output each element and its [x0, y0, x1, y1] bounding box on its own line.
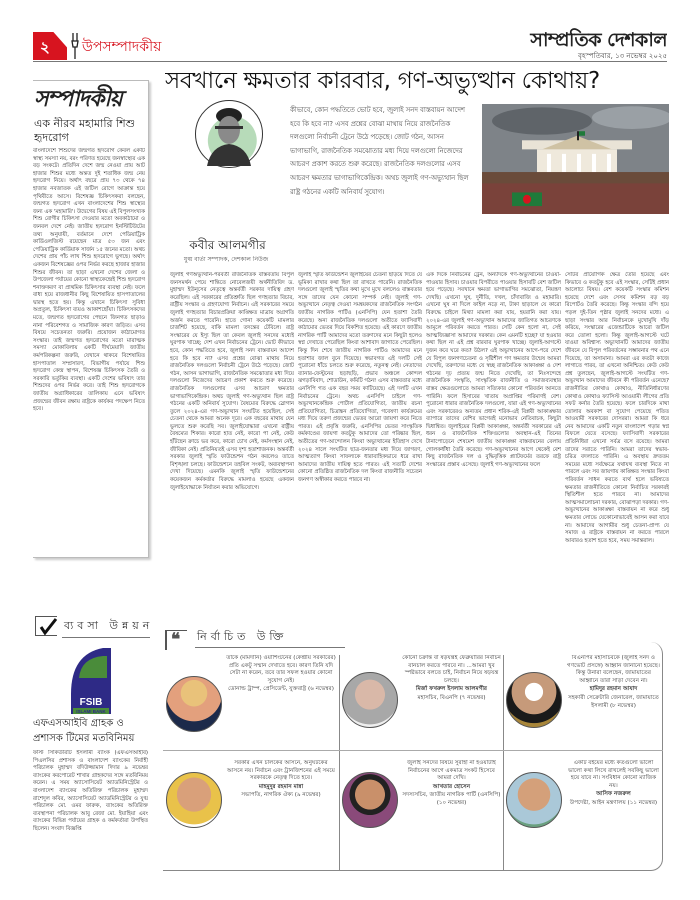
quote-photo-4 [166, 772, 222, 828]
dateline: বৃহস্পতিবার, ১৩ নভেম্বর ২০২৫ [577, 52, 667, 60]
quote-speaker: আখতার হোসেন [432, 783, 471, 790]
quote-text: একটি বইয়ের মধ্যে কতগুলো ভালো ভালো কথা লিখে রাখলেই সবকিছু ভালো হয়ে যাবে না। সংবিধান কোনো ম্যাজিক নয়। [568, 760, 659, 789]
quote-text: সরকার এখন চালকের আসনে, অনুঘটকের আসনে নয়। নির্বাচন এবং ট্রানজিশনের এই সময়ে সরকারকে নেতৃত্ব দিতে হবে। [227, 760, 335, 782]
newspaper-masthead: সাম্প্রতিক দেশকাল [530, 29, 667, 51]
quote-text: জুলাই সনদের বিষয়ে সুরাহা না হওয়াটাই নির্বাচনের আগে একমাত্র সংকট হিসেবে আমরা দেখি। [407, 760, 496, 782]
editorial-logo: সম্পাদকীয় [34, 86, 122, 112]
quote-photo-3 [506, 672, 562, 728]
quote-5 [402, 760, 501, 866]
editorial-title: এক নীরব মহামারি শিশু হৃদরোগ [34, 117, 136, 144]
quote-role: মহাসচিব, বিএনপি (৭ নভেম্বর) [417, 694, 486, 701]
quote-text: তাকে (মামদানি) ওয়াশিংটনের (কেন্দ্রীয় সরকারের) প্রতি একটু সম্মান দেখাতে হবে। কারণ তিনি যদি সেটা না করেন, তবে তার সফল হওয়ার কোনো সুযোগ নেই। [226, 655, 336, 684]
quotes-column-divider [339, 655, 340, 870]
crowd-at-building-illustration [482, 104, 669, 214]
quote-role: সহকারী সেক্রেটারি জেনারেল, জামায়াতে ইসলামী (৮ নভেম্বর) [568, 694, 659, 709]
header-divider [33, 61, 667, 62]
quote-mark-icon: ❝ [171, 630, 181, 650]
quote-photo-6 [506, 772, 562, 828]
page-number-tab [33, 32, 67, 60]
quote-4 [226, 760, 336, 866]
quote-attribution: ডোনাল্ড ট্রাম্প, প্রেসিডেন্ট, যুক্তরাষ্ট্র (৬ নভেম্বর) [228, 686, 334, 693]
article-photo [482, 104, 669, 214]
business-section-label: ব্যবসা উন্নয়ন [64, 619, 154, 632]
quote-text: কোনো চক্রান্ত বা ষড়যন্ত্রই ফেব্রুয়ারির নির্বাচন বানচাল করতে পারবে না। ...আমরা খুব স্পষ্টভাবে বলতে চাই, নির্বাচন নিয়ে ষড়যন্ত্র চলছে। [402, 655, 501, 684]
checkmark-icon [35, 616, 57, 636]
fsib-logo-subtext: ISLAMI BANK [76, 709, 106, 714]
quotes-row-divider [163, 750, 663, 751]
quote-role: উপদেষ্টা, আইন মন্ত্রণালয় (১১ নভেম্বর) [569, 799, 658, 806]
author-portrait [205, 108, 253, 166]
quote-speaker: মাহমুদুর রহমান মান্না [258, 783, 304, 790]
quote-2 [402, 655, 501, 747]
page-number: ২ [40, 38, 50, 56]
business-news-title: এফএসআইবি গ্রাহক ও প্রশাসক টিমের মতবিনিময় [33, 718, 135, 744]
fsib-logo-text: FSIB [79, 697, 103, 708]
quote-1 [226, 655, 336, 747]
business-news-body: ফার্স্ট সিকিউরিটি ইসলামী ব্যাংক (এফএসআইবি) পিএলসির প্রশাসক ও বাংলাদেশ ব্যাংকের নির্বাহী পরিচালক মুহাম্মদ বদিউজ্জামান দিদার ৯ নভেম্বর ব্যাংকের করপোরেট শাখার গ্রাহকদের সঙ্গে মতবিনিময় করেন। এ সময় অ্যাসোসিয়েট অ্যাডমিনিস্ট্রেটর ও বাংলাদেশ ব্যাংকের অতিরিক্ত পরিচালক মুহাম্মদ রাশেদুল কবির, অ্যাসোসিয়েট অ্যাডমিনিস্ট্রেটর ও যুগ্ম পরিচালক মো. ওমর ফারুক, ব্যাংকের অতিরিক্ত ব্যবস্থাপনা পরিচালক আবু রেজা মো. ইয়াহিয়া এবং ব্যাংকের বিভিন্ন পর্যায়ের গ্রাহক ও কর্মকর্তারা উপস্থিত ছিলেন। সংবাদ বিজ্ঞপ্তি [33, 750, 148, 832]
quote-photo-1 [166, 676, 222, 732]
quote-photo-5 [342, 772, 398, 828]
author-name: কবীর আলমগীর [189, 238, 266, 252]
section-title: উপসম্পাদকীয় [82, 39, 162, 55]
quote-photo-2 [342, 672, 398, 728]
quote-role: সভাপতি, নাগরিক ঐক্য (৯ নভেম্বর) [241, 792, 321, 799]
quotes-section-label: নির্বাচিত উক্তি [197, 630, 288, 643]
business-divider [62, 637, 150, 638]
pen-nib-icon [70, 33, 80, 59]
quote-role: সদস্যসচিব, জাতীয় নাগরিক পার্টি (এনসিপি) (১০ নভেম্বর) [402, 792, 501, 806]
article-column-2: জুলাই স্মৃতি ফাউন্ডেশন জুলাইয়ের চেতনা ছড়িয়ে দিতে যে ভূমিকা রাখার কথা ছিল তা রাখতে পারেনি। রাজনৈতিক দলগুলো জুলাই স্মৃতির কথা মুখে মুখে বললেও বাস্তবতার সঙ্গে তাদের যেন কোনো সম্পর্ক নেই। জুলাই গণ-অভ্যুত্থানে নেতৃত্ব দেওয়া সমন্বয়কদের রাজনৈতিক সংগঠন জাতীয় নাগরিক পার্টিও (এনসিপি) যেন হতাশা তৈরি করেছে। অন্য রাজনৈতিক দলগুলো অতীতে ফ্যাসিবাদী কাঠামোর ভেতর দিয়ে বিকশিত হয়েছে। এই কারণে জাতীয় নাগরিক পার্টি আমাদের মতো তরুণদের মনে কিছুটা হলেও স্বপ্ন দেখাতে পেরেছিল কিংবা আশাবাদ জাগাতে পেরেছিল। কিন্তু দিন শেষে জাতীয় নাগরিক পার্টিও আমাদের মনে হতাশার জাল বুনে দিয়েছে। স্বভাবগত এই দলটি সেই পুরোনো ধাঁচে চলতে শুরু করেছে, নতুনত্ব নেই। নেতাদের ব্যানার-ফেস্টুনের ছড়াছড়ি, প্রভাব অঞ্চলে কোন্দল ঝগড়াবিবাদ, শোডাউন, কমিটি গঠন! এসব বাস্তবতার মধ্যে এনসিপি গত এক বছর সময় কাটিয়েছে। এই দলটি এখন নির্বাচনের ট্রেনে। অথচ এনসিপি চাইলে গণ-অভ্যুত্থানকেন্দ্রিক পোর্টাল প্রতিযোগিতা, জাতীয় রচনা প্রতিযোগিতা, চিত্রাঙ্কন প্রতিযোগিতা, গবেষণা কার্যক্রমের মধ্য দিয়ে তরুণ প্রজন্মের ভেতর আরো জায়গা করে নিতে পারত। এই প্রবৃত্তি জরুরি, এনসিপির ভেতর সাংস্কৃতিক কর্মকাণ্ডের জায়গা কতটুকু আমাদের তো পরিষ্কার ছিল, অতীতের গণ-আন্দোলন কিংবা অভ্যুত্থানের ইতিহাস দেখে ২০২৪ সালে সংঘটিত ছাত্র-জনতার মধ্য দিয়ে জাগরণ, আত্মত্যাগ কিংবা সাফল্যকে ধারাবাহিকভাবে ধরে রাখা আমাদের জাতীয় দায়িত্ব হতে পারত। এই সত্যটি দেশের কোনো প্রতিষ্ঠিত রাজনৈতিক দল কিংবা রাজনীতি সচেতন জনগণ অস্বীকার করতে পারবে না। [298, 272, 422, 484]
quote-speaker: আসিফ নজরুল [596, 791, 631, 798]
quote-6 [566, 760, 661, 866]
article-column-3: এক দিকে নির্বাচনের ট্রেন, অন্যদিকে গণ-অভ্যুত্থানের চাওয়া-পাওয়ার হিসাব। চাওয়ার বিপরীতে পাওয়ার হিসাবটি বেশ জটিল হয়ে পড়েছে। সবখানে ক্ষমতা ভাগাভাগির সমঝোতা, নিয়ন্ত্রণ দেখছি। এখনো ঘুষ, দুর্নীতি, দখল, চাঁদাবাজি ও মহামারি। এখনো ঘুষ না দিলে ফাইল নড়ে না, টাকা ছাড়ালে যে কারো বিরুদ্ধে চাইলে মিথ্যা মামলা করা যায়, হয়রানি করা যায়। ২০২৪-এর জুলাই গণ-অভ্যুত্থান আমাদের জাতিগত আচরণকে আমূলে পরিবর্তন করতে পারত। সেটি কেন হলো না, সেই আত্মজিজ্ঞাসা আমাদের দরকার। কেন এমনটি হচ্ছে? যা হওয়ার কথা ছিল না এই প্রশ্ন বারবার ঘুরপাক খাচ্ছে। জুলাই-আগস্টে দুজন কবে ঘরে কত? উঠল? এই অভ্যুত্থানের আগে-পরে দেশে যে বিপুল জনগণচেতনা ও সৃষ্টিশীল গণ ক্ষমতার উন্মেষ আমরা দেখেছি, তরুণদের মধ্যে যে স্বচ্ছ রাজনৈতিক আকাঙ্ক্ষা ও দেশ গঠনের দৃঢ় প্রত্যয় জন্ম নিতে দেখেছি, তা নিঃসন্দেহে রাজনৈতিক সংস্কৃতি, সাংস্কৃতিক রাজনীতি ও সমাজব্যবস্থার বাস্তব ক্ষেত্রগুলোতে আমরা সত্যিকার কোনো পরিবর্তন আনতে পারিনি। ফলে হিসাবের খাতায় অপ্রাপ্তির পরিমাণই বেশ। পুরোনো ধারার রাজনৈতিক দলগুলো, যারা এই গণ-অভ্যুত্থানের এবং সরকারেরও অন্যতম প্রধান শরিক-এই বিপ্লবী আকাঙ্ক্ষার ব্যাপারে তাদের বেশির ভাগেরই মনোভাব নেতিবাচক, কিছুটা দ্বিধান্বিত। জুলাইয়ের বিপ্লবী আকাঙ্ক্ষা, অন্তর্বর্তী সরকারের এই ধরন ও রাজনৈতিক শক্তিগুলোর অবস্থান-এই তিনের টানাপোড়েনে শেষমেশ জাতীয় আকাঙ্ক্ষা বাস্তবায়নের বেলায় গোলকধাঁধা তৈরি করেছে। গণ-অভ্যুত্থানের আগে থেকেই বেশ কিছু রাজনৈতিক দল ও বুদ্ধিবৃত্তিক প্ল্যাটফর্মের তরফে রাষ্ট্র সংস্কারের প্রস্তাব এসেছে। জুলাই গণ-অভ্যুত্থানের ফলে [426, 272, 561, 468]
article-column-1: জুলাই গণঅভ্যুত্থান-পরবর্তী রাজনৈতিক বাস্তবতায় বিপুল জনসমর্থন পেয়ে শান্তিতে নোবেলজয়ী অর্থনীতিবিদ ড. মুহাম্মদ ইউনূসের নেতৃত্বে অন্তর্বর্তী সরকার দায়িত্ব গ্রহণ করেছিল। এই সরকারের প্রতিশ্রুতি ছিল গণহত্যার বিচার, রাষ্ট্রীয় সংস্কার ও গ্রহণযোগ্য নির্বাচন। এই সরকারের সময়ে জুলাই গণহত্যার বিচারপ্রক্রিয়া কাঙ্ক্ষিত মাত্রায় অগ্রগতি অর্জন করতে পারেনি। হাতে গোনা কয়েকটি মামলার চার্জশিট হয়েছে, বাকি মামলা তদন্তের টেবিলে। রাষ্ট্র সংস্কারের যে ইস্যু ছিল তা কেবল জুলাই সনদের মধ্যেই ঘুরপাক খাচ্ছে; দেশ এখন নির্বাচনের ট্রেনে। ভোট কীভাবে হবে, কোন পদ্ধতিতে হবে, জুলাই সনদ বাস্তবায়ন আদেশ হবে কি হবে না? এসব প্রশ্নের বোঝা মাথায় নিয়ে রাজনৈতিক দলগুলো নির্বাচনী ট্রেনে উঠে পড়েছে। জোট গঠন, আসন ভাগাভাগি, রাজনৈতিক সমঝোতার মধ্য দিয়ে দলগুলো নিজেদের আচরণ প্রকাশ করতে শুরু করেছে। রাজনৈতিক দলগুলোর এসব আচরণ ক্ষমতার ভাগাভাগিকেন্দ্রিক। অথচ জুলাই গণ-অভ্যুত্থান ছিল রাষ্ট্র গঠনের একটি অনিবার্য সুযোগ। বৈষম্যের বিরুদ্ধে স্লোগান তুলে ২০২৪-এর গণ-অভ্যুত্থান সংঘটিত হয়েছিল, সেই চেতনা থেকে আমরা অনেক দূরে। এক বছরের মাথায় যেন ভুলতে শুরু করেছি সব। জুলাইযোদ্ধারা এখনো রাষ্ট্রীয় বৈষম্যের শিকার। কারো হাত নেই, কারো পা নেই, কেউ হাঁটছেন ক্রাচে ভর করে, কারো চোখ নেই, কর্মসংস্থান নেই, জীবিকা নেই। প্রতিনিয়তই এসব দৃশ্য হতাশাজনক। অন্তর্বর্তী সরকার জুলাই স্মৃতি ফাউন্ডেশন গঠন করলেও তাতে বিশৃঙ্খলা চলছে। ফাউন্ডেশনে তহবিল সংকট, অব্যবস্থাপনা দেখা দিয়েছে। এমনকি জুলাই স্মৃতি ফাউন্ডেশনের কয়েকজন কর্মকর্তার বিরুদ্ধে মামলাও হয়েছে একজন জুলাইযোদ্ধাকে নির্যাতন করার অভিযোগে। [170, 272, 294, 491]
editorial-body: বাংলাদেশে শিশুদের জন্মগত হৃদরোগ কেবল একটি স্বাস্থ্য সমস্যা নয়, বরং পরিণত হয়েছে জনস্বাস্থ্যের এক বড় সংকটে। প্রতিদিন দেশে জন্ম নেওয়া প্রায় আট হাজার শিশুর মধ্যে অন্তত দুই শতাধিক জন্ম নেয় হৃদরোগ নিয়ে। অর্থাৎ বছরে প্রায় ৭৩ থেকে ৭৪ হাজার নবজাতক এই জটিল রোগে আক্রান্ত হয়ে পৃথিবীতে আসে। বিশেষজ্ঞ চিকিৎসকরা বলছেন, জন্মগত হৃদরোগ এখন বাংলাদেশের শিশু স্বাস্থ্যের জন্য এক 'মহামারি'। উদ্বেগের বিষয় এই বিপুলসংখ্যক শিশু রোগীর চিকিৎসা দেওয়ার মতো অবকাঠামো ও জনবল দেশে নেই। জাতীয় হৃদরোগ ইনস্টিটিউটের তথ্য অনুযায়ী, বর্তমানে দেশে পেডিয়াট্রিক কার্ডিওলজিস্ট রয়েছেন মাত্র ৫৩ জন এবং পেডিয়াট্রিক কার্ডিয়াক সার্জন ১৫ জনের মতো। অথচ দেশের প্রায় পাঁচ লাখ শিশু হৃদরোগে ভুগছে। অর্থাৎ একজন বিশেষজ্ঞের ওপর নির্ভর করছে হাজার হাজার শিশুর জীবন। তা ছাড়া এখনো দেশের জেলা ও উপজেলা পর্যায়ের কোনো স্বাস্থ্যকেন্দ্রেই শিশু হৃদরোগ শনাক্তকরণ বা প্রাথমিক চিকিৎসার ব্যবস্থা নেই। ফলে বাধ্য হয়ে রাজধানীর কিছু বিশেষায়িত হাসপাতালের দ্বারস্থ হতে হয়। কিন্তু এখানে চিকিৎসা সুবিধা অপ্রতুল, চিকিৎসা ব্যয়ও আকাশছোঁয়া। চিকিৎসকদের মতে, জন্মগত হৃদরোগের পেছনে জিনগত ছাড়াও নানা পরিবেশগত ও সামাজিক কারণ জড়িত। এসব বিষয়ে সচেতনতা জরুরি। প্রয়োজন কাঠামোগত সংস্কার। তাই জন্মগত হৃদরোগের মতো মারাত্মক সমস্যা মোকাবিলায় একটি দীর্ঘমেয়াদি জাতীয় কর্মপরিকল্পনা জরুরি, যেখানে থাকবে বিশেষায়িত হাসপাতাল সম্প্রসারণ, বিভাগীয় পর্যায়ে শিশু হৃদরোগ কেন্দ্র স্থাপন, বিশেষজ্ঞ চিকিৎসক তৈরি ও সরকারি ভর্তুকির ব্যবস্থা। একটি দেশের ভবিষ্যৎ তার শিশুদের ওপর নির্ভর করে। তাই শিশু হৃদরোগকে জাতীয় অগ্রাধিকারের তালিকায় এনে ভবিষ্যৎ প্রজন্মের জীবন রক্ষায় রাষ্ট্রকে কার্যকর পদক্ষেপ নিতে হবে। [33, 148, 145, 413]
article-lead: কীভাবে, কোন পদ্ধতিতে ভোট হবে, জুলাই সনদ বাস্তবায়ন আদেশ হবে কি হবে না? এসব প্রশ্নের বোঝা মাথায় নিয়ে রাজনৈতিক দলগুলো নির্বাচনী ট্রেনে উঠে পড়েছে। জোট গঠন, আসন ভাগাভাগি, রাজনৈতিক সমঝোতার মধ্য দিয়ে দলগুলো নিজেদের আচরণ প্রকাশ করতে শুরু করেছে। রাজনৈতিক দলগুলোর এসব আচরণ ক্ষমতার ভাগাভাগিকেন্দ্রিক। অথচ জুলাই গণ-অভ্যুত্থান ছিল রাষ্ট্র গঠনের একটি অনিবার্য সুযোগ। [290, 106, 469, 196]
quote-speaker: হামিদুর রহমান আযাদ [589, 686, 638, 693]
quote-3 [566, 655, 661, 747]
article-column-4: সেটির প্রায়োগিক ক্ষেত্র তৈরি হয়েছে এবং কিভাবে ও কতটুকু হবে এই সংস্কার, সেটিই প্রধান আলোচ্য বিষয়। বেশ কয়েকটি সংস্কার কমিশন হয়েছে দেশে এবং সেসব কমিশন বড় বড় রিপোর্টও তৈরি করেছে। কিন্তু সংস্কার বন্দি হয়ে পড়ল দুই-তিন পৃষ্ঠার জুলাই সনদের মধ্যে। এ ছাড়া সংস্কার আর নির্বাচনকে মুখোমুখি দাঁড় করিয়ে, সংস্কারের এজেন্ডাটিকে আরো জটিল করে তোলা হলো। কিন্তু জুলাই-আগস্টে ঘটে যাওয়া অবিশ্বাস্য অভ্যুত্থানটি আমাদের জাতীয় জীবনে যে বিপুল পরিবর্তনের সম্ভাবনার পথ এনে দিয়েছে, তা অসামান্য। আমরা এর কতটা কাজে লাগাতে পারব, তা এখনো অনিশ্চিত। কেউ কেউ প্রশ্ন তুলছেন, জুলাই-আগস্টে সংঘটিত গণ-অভ্যুত্থান আমাদের জীবনে কী পরিবর্তন এনেছে? রাজনীতির কোথাও কোথাও, নীতিনির্ধারণের কোথাও কোথাও ফ্যাসিস্ট আওয়ামী লীগের প্রতি সফট কর্নার তৈরি হয়েছে। ফলে চারদিকে মাথা তোলার অবকাশ বা সুযোগ পেয়েছে পতিত আওয়ামী সরকারের দোসররা। আমরা কি ধরে নেব আমাদের একটি নতুন বাংলাদেশ গড়ার স্বপ্ন বিফলে যেতে বসেছে। ফ্যাসিবাদী সরকারের প্রতিনিধিরা এখনো সর্বত্র বসে রয়েছে। আমরা তাদের সরাতে পারিনি। আমরা তাদের স্বভাব-চরিত্র বদলাতে পারিনি। এ অবস্থায় দ্রুততম সময়ের মধ্যে সর্বক্ষেত্রে যথাযথ ব্যবস্থা নিতে না পারলে এবং সব জায়গায় কাঙ্ক্ষিত সংস্কার কিংবা পরিবর্তন সাধন করতে ব্যর্থ হলে ভবিষ্যতে ক্ষমতার রাজনীতিতে কোনো নির্বাচিত সরকারই স্থিতিশীল হতে পারবে না। আমাদের আত্মসমালোচনা দরকার, বোঝাপড়া দরকার। গণ-অভ্যুত্থানের আকাঙ্ক্ষা বাস্তবায়ন না করে শুধু ক্ষমতার লোভে যেকোনোভাবেই আসন করা যাবে না। আমাদের আগামীর শুধু চেতনা-প্রাপ্য যে সমাজ ও রাষ্ট্রকে বাস্তবায়ন না করতে পারলে আবারও হতাশ হতে হবে, সময় সমান্তরাল। [565, 272, 669, 544]
article-headline: সবখানে ক্ষমতার কারবার, গণ-অভ্যুত্থান কোথায়? [165, 68, 600, 94]
fsib-bank-logo [63, 644, 119, 714]
quote-text: বিএনপির মহাসচিবকে (জুলাই সনদ ও গণভোট প্রসঙ্গে) আহ্বান জানানো হয়েছে। কিন্তু উনারা বলেছেন, জামায়াতের আহ্বানে তারা সাড়া দেবেন না। [567, 655, 660, 684]
author-role: যুগ্ম বার্তা সম্পাদক, দেশকাল নিউজ [183, 256, 269, 263]
quote-speaker: মির্জা ফখরুল ইসলাম আলমগীর [415, 686, 488, 693]
quotes-column-divider [503, 655, 504, 870]
